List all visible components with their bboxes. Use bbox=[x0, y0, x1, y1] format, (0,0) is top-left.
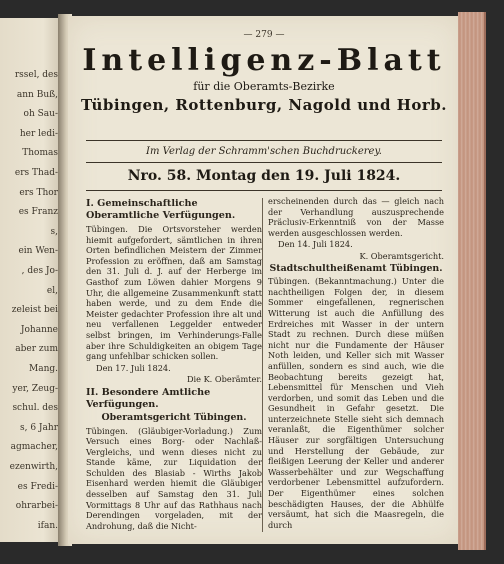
rule-bottom bbox=[86, 190, 442, 191]
left-page-fragment: aber zum bbox=[15, 344, 58, 355]
left-page-fragment: el, bbox=[46, 285, 58, 296]
left-page-fragment: s, bbox=[50, 226, 58, 237]
right-text-1: erscheinenden durch das — gleich nach der Verhandlung auszusprechende Präclusiv-Erkenntniß von der Masse werden ausgeschlossen werden. bbox=[268, 196, 444, 238]
left-page-fragment: ezenwirth, bbox=[9, 462, 58, 472]
left-page-fragment: ers Thad- bbox=[14, 168, 58, 178]
left-page-fragment: , des Jo- bbox=[21, 266, 58, 276]
left-page-fragment: ohrarbei- bbox=[15, 501, 58, 512]
publisher-line: Im Verlag der Schramm'schen Buchdruckerey. bbox=[146, 146, 382, 157]
left-page-fragment: ifan. bbox=[37, 520, 58, 531]
left-page-fragment: ers Thor bbox=[19, 187, 58, 198]
rule-middle bbox=[86, 162, 442, 163]
left-page-fragment: Mang. bbox=[29, 364, 58, 374]
previous-page-edge bbox=[0, 18, 62, 542]
right-subheading: Stadtschultheißenamt Tübingen. bbox=[269, 262, 443, 274]
column-divider bbox=[262, 198, 263, 532]
left-page-fragment: Johanne bbox=[20, 324, 58, 335]
right-text-2: Tübingen. (Bekanntmachung.) Unter die nachtheiligen Folgen der, in diesem Sommer eingefallenen, regnerischen Witterung ist auch die Anfüllung des Erdreiches mit Wasser in der untern Stadt zu rechnen. Durch diese müßen nicht nur die Fundamente der Häuser Noth leiden, und Keller sich mit Wasser anfüllen, sondern es sind auch, wie die Beobachtung bereits gezeigt hat, Lebensmittel für Menschen und Vieh verdorben, und somit das Leben und die Gesundheit in Gefahr gesetzt. Die unterzeichnete Stelle sieht sich demnach veranlaßt, die Eigenthümer solcher Häuser zur sorgfältigen Untersuchung und Herstellung der Gebäude, zur fleißigen Leerung der Keller und anderer Wasserbehälter und zur Wegschaffung verdorbener Lebensmittel aufzufordern. Der Eigenthümer eines solchen beschädigten Hauses, der die Abhülfe versäumt, hat sich die Maasregeln, die durch bbox=[268, 276, 444, 530]
right-column bbox=[268, 196, 444, 530]
right-signature-1: K. Oberamtsgericht. bbox=[359, 250, 444, 261]
left-column bbox=[86, 196, 262, 531]
section-2-subheading: Oberamtsgericht Tübingen. bbox=[101, 411, 247, 423]
section-heading-2: II. Besondere Amtliche Verfügungen. bbox=[86, 386, 211, 410]
left-page-fragment: rssel, des bbox=[14, 70, 58, 80]
left-page-fragment: Thomas bbox=[22, 148, 58, 159]
left-page-fragment: es Fredi- bbox=[17, 481, 58, 492]
section-1-date: Den 17. Juli 1824. bbox=[96, 362, 171, 373]
page-number: — 279 — bbox=[243, 30, 285, 40]
left-page-fragment: oh Sau- bbox=[23, 109, 58, 120]
issue-line: Nro. 58. Montag den 19. Juli 1824. bbox=[127, 168, 401, 184]
page-block-edge bbox=[458, 12, 486, 550]
left-page-fragment: agmacher, bbox=[10, 442, 58, 453]
left-page-fragment: s, 6 Jahr bbox=[20, 422, 58, 433]
left-page-fragment: es Franz bbox=[18, 207, 58, 218]
masthead-places: Tübingen, Rottenburg, Nagold und Horb. bbox=[80, 96, 448, 114]
masthead-subtitle: für die Oberamts-Bezirke bbox=[193, 80, 335, 93]
rule-top bbox=[86, 140, 442, 141]
newspaper-page bbox=[68, 16, 460, 544]
masthead-title: Intelligenz-Blatt bbox=[82, 43, 446, 78]
left-page-fragment: ann Buß, bbox=[16, 89, 58, 100]
left-page-fragment: schul. des bbox=[12, 403, 58, 414]
section-heading-1: I. Gemeinschaftliche Oberamtliche Verfügungen. bbox=[86, 198, 236, 221]
section-2-text: Tübingen. (Gläubiger-Vorladung.) Zum Versuch eines Borg- oder Nachlaß-Vergleichs, und wenn dieses nicht zu Stande käme, zur Liquidation der Schulden des Blasiab - Wirths Jakob Eisenhard werden hiemit die Gläubiger desselben auf Samstag den 31. Juli Vormittags 8 Uhr auf das Rathhaus nach Derendingen vorgeladen, mit der Androhung, daß die Nicht- bbox=[86, 425, 262, 531]
right-date-1: Den 14. Juli 1824. bbox=[278, 239, 353, 250]
left-page-fragment: her ledi- bbox=[19, 128, 58, 139]
left-page-fragment: zeleist bei bbox=[11, 305, 58, 316]
section-1-signature: Die K. Oberämter. bbox=[186, 374, 262, 385]
left-page-fragment: ein Wen- bbox=[18, 246, 58, 257]
masthead bbox=[68, 44, 460, 115]
section-1-text: Tübingen. Die Ortsvorsteher werden hiemit aufgefordert, sämtlichen in ihren Orten befindlichen Meistern der Zimmer Profession zu eröffnen, daß am Samstag den 31. Juli d. J. auf der Herberge im Gasthof zum Löwen dahier Morgens 9 Uhr, die allgemeine Zusammenkunft statt haben werde, und zu dem Ende die Meister gedachter Profession ihre alt und neu verfallenen Leggelder entweder selbst bringen, im Verhinderungs-Falle aber ihre Schuldigkeiten an obigem Tage gang unfehlbar schicken sollen. bbox=[86, 224, 262, 362]
left-page-fragment: yer, Zeug- bbox=[12, 383, 58, 394]
